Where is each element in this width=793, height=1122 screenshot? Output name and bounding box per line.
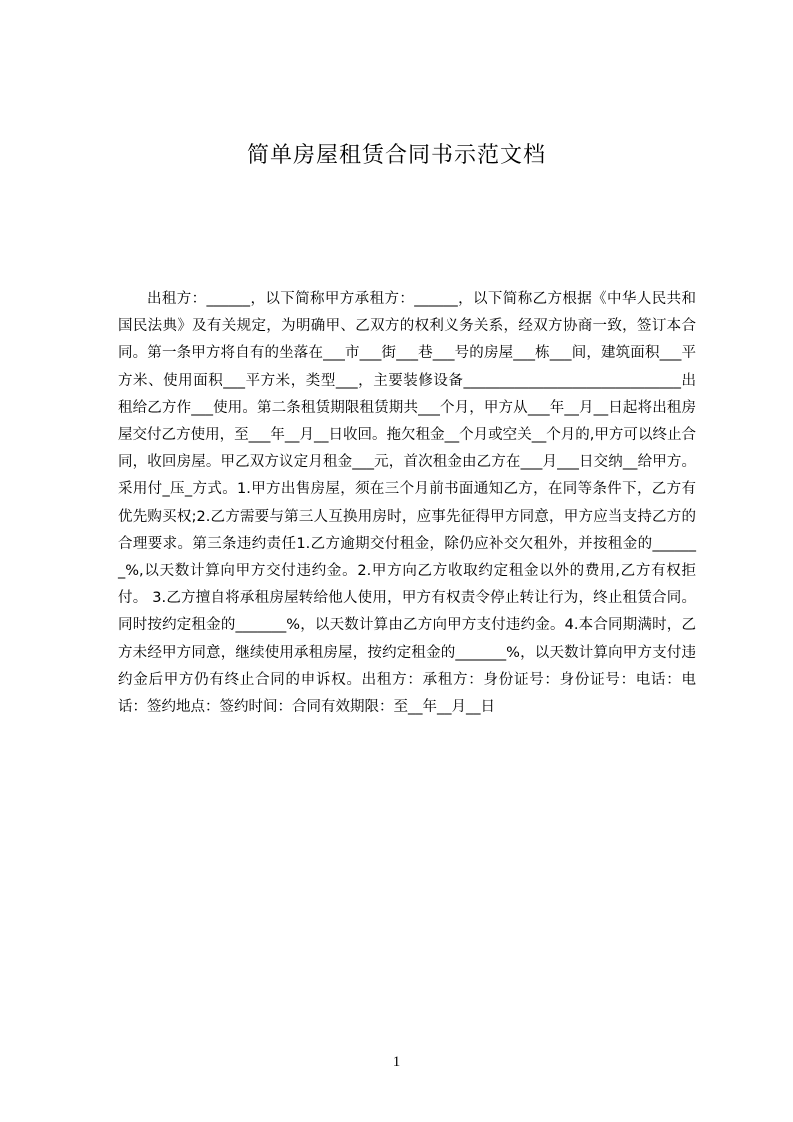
document-title: 简单房屋租赁合同书示范文档 (246, 143, 546, 168)
page-number: 1 (392, 1054, 401, 1070)
document-body: 出租方：______，以下简称甲方承租方：______，以下简称乙方根据《中华人民共和国民法典》及有关规定，为明确甲、乙双方的权利义务关系，经双方协商一致，签订本合同。第一条甲方将自有的坐落在___市___街___巷___号的房屋___栋___间，建筑面积___平方米、使用面积___平方米，类型___，主要装修设备______________________________出租给乙方作___使用。第二条租赁期限租赁期共___个月，甲方从___年__月__日起将出租房屋交付乙方使用，至___年__月__日收回。拖欠租金__个月或空关__个月的,甲方可以终止合同，收回房屋。甲乙双方议定月租金___元，首次租金由乙方在___月___日交纳__给甲方。采用付_压_方式。1.甲方出售房屋，须在三个月前书面通知乙方，在同等条件下，乙方有优先购买权;2.乙方需要与第三人互换用房时，应事先征得甲方同意，甲方应当支持乙方的合理要求。第三条违约责任1.乙方逾期交付租金，除仍应补交欠租外，并按租金的_______%,以天数计算向甲方交付违约金。2.甲方向乙方收取约定租金以外的费用,乙方有权拒付。 3.乙方擅自将承租房屋转给他人使用，甲方有权责令停止转让行为，终止租赁合同。同时按约定租金的_______%，以天数计算由乙方向甲方支付违约金。4.本合同期满时，乙方未经甲方同意，继续使用承租房屋，按约定租金的_______%，以天数计算向甲方支付违约金后甲方仍有终止合同的申诉权。出租方：承租方：身份证号：身份证号：电话：电话：签约地点：签约时间：合同有效期限：至__年__月__日 (118, 291, 696, 716)
